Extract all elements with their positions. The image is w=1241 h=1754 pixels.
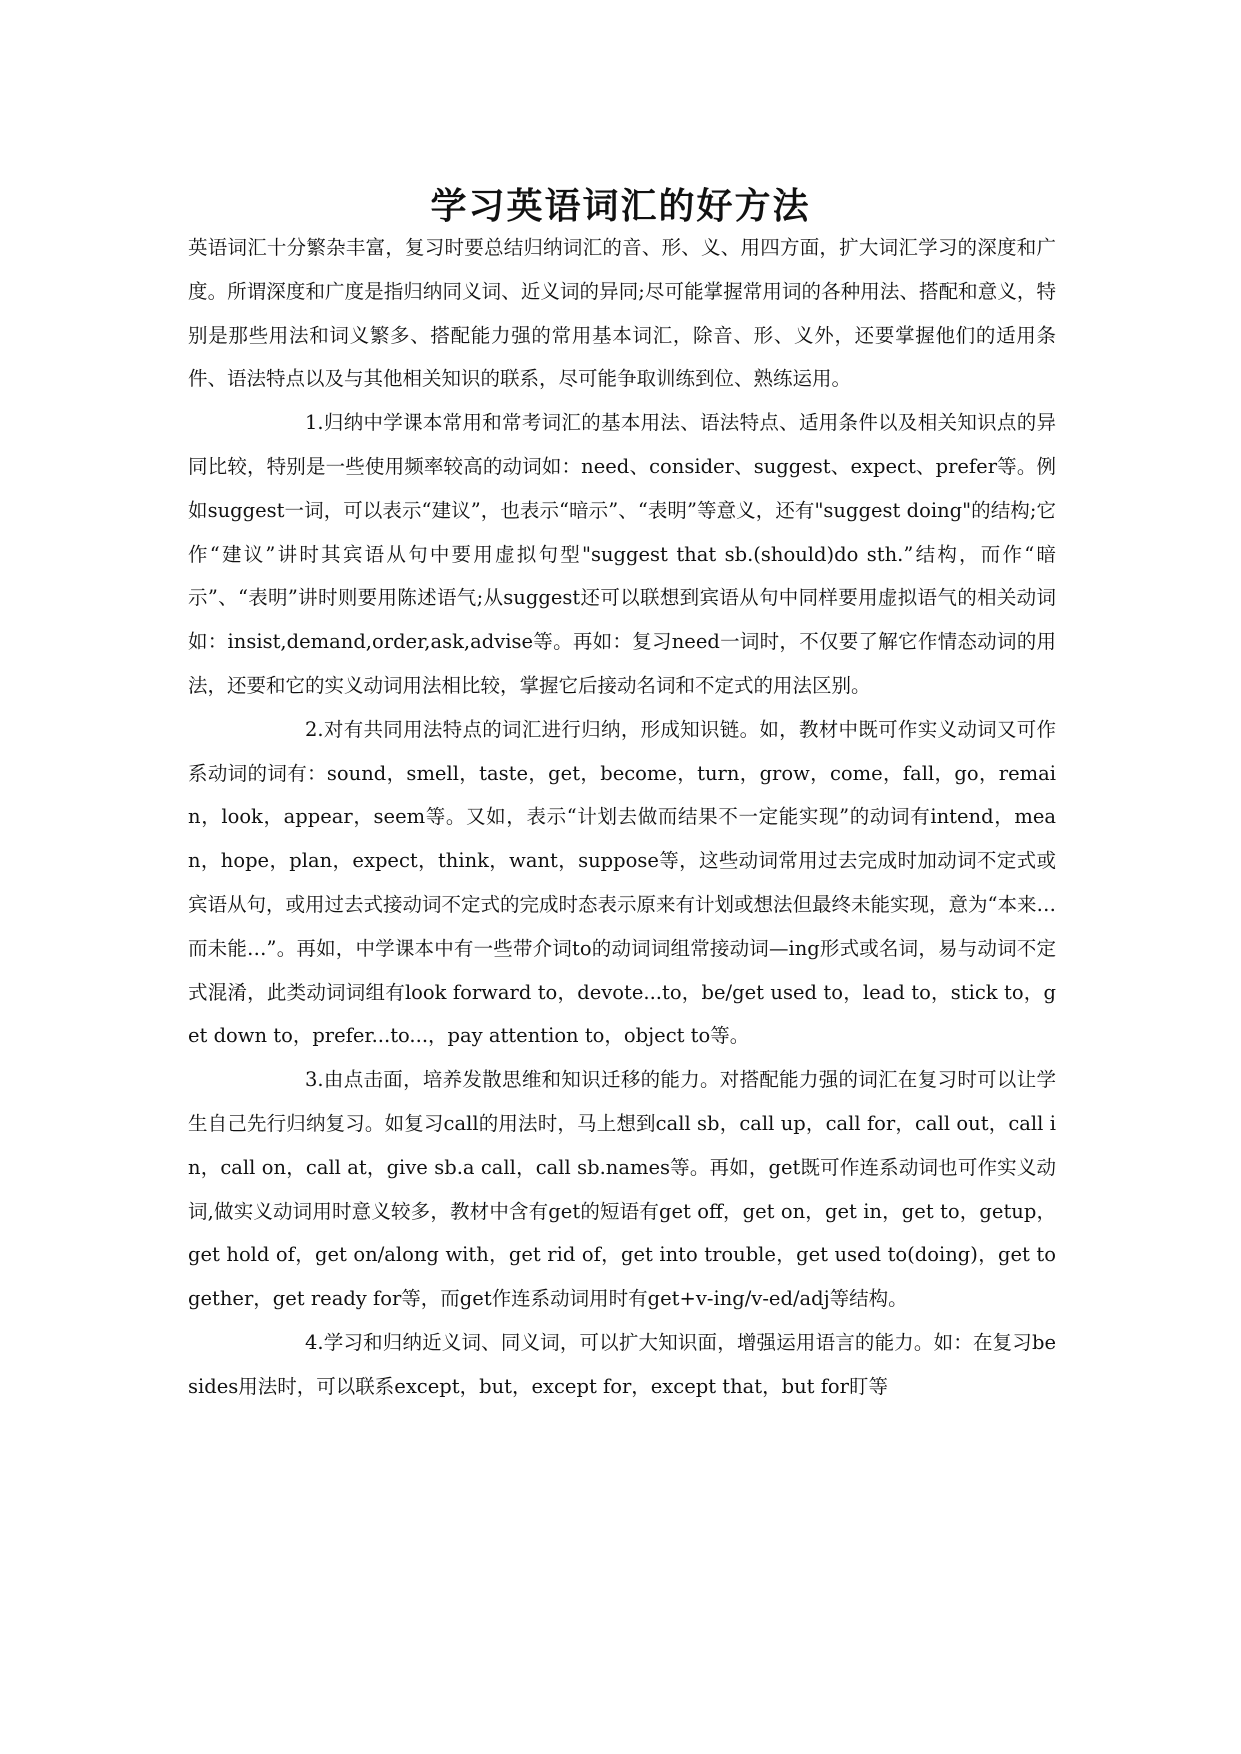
paragraph-point-3: 3.由点击面，培养发散思维和知识迁移的能力。对搭配能力强的词汇在复习时可以让学生自己先行归纳复习。如复习call的用法时，马上想到call sb，call up，call for，call out，call in，call on，call at，give sb.a call，call sb.names等。再如，get既可作连系动词也可作实义动词,做实义动词用时意义较多，教材中含有get的短语有get off，get on，get in，get to，getup，get hold of，get on/along with，get rid of，get into trouble，get used to(doing)，get together，get ready for等，而get作连系动词用时有get+v-ing/v-ed/adj等结构。 <box>188 1068 1056 1311</box>
paragraph-point-1: 1.归纳中学课本常用和常考词汇的基本用法、语法特点、适用条件以及相关知识点的异同比较，特别是一些使用频率较高的动词如：need、consider、suggest、expect、prefer等。例如suggest一词，可以表示“建议”，也表示“暗示”、“表明”等意义，还有"suggest doing"的结构;它作“建议”讲时其宾语从句中要用虚拟句型"suggest that sb.(should)do sth.”结构，而作“暗示”、“表明”讲时则要用陈述语气;从suggest还可以联想到宾语从句中同样要用虚拟语气的相关动词如：insist,demand,order,ask,advise等。再如：复习need一词时，不仅要了解它作情态动词的用法，还要和它的实义动词用法相比较，掌握它后接动名词和不定式的用法区别。 <box>188 411 1056 697</box>
paragraph-point-2: 2.对有共同用法特点的词汇进行归纳，形成知识链。如，教材中既可作实义动词又可作系动词的词有：sound，smell，taste，get，become，turn，grow，come，fall，go，remain，look，appear，seem等。又如，表示“计划去做而结果不一定能实现”的动词有intend，mean，hope，plan，expect，think，want，suppose等，这些动词常用过去完成时加动词不定式或宾语从句，或用过去式接动词不定式的完成时态表示原来有计划或想法但最终未能实现，意为“本来…而未能…”。再如，中学课本中有一些带介词to的动词词组常接动词—ing形式或名词，易与动词不定式混淆，此类动词词组有look forward to，devote...to，be/get used to，lead to，stick to，get down to，prefer...to...，pay attention to，object to等。 <box>188 717 1056 1048</box>
document-body <box>188 226 1056 1409</box>
paragraph-point-4: 4.学习和归纳近义词、同义词，可以扩大知识面，增强运用语言的能力。如：在复习besides用法时，可以联系except，but，except for，except that，but for盯等 <box>188 1330 1056 1398</box>
paragraph-intro: 英语词汇十分繁杂丰富，复习时要总结归纳词汇的音、形、义、用四方面，扩大词汇学习的深度和广度。所谓深度和广度是指归纳同义词、近义词的异同;尽可能掌握常用词的各种用法、搭配和意义，特别是那些用法和词义繁多、搭配能力强的常用基本词汇，除音、形、义外，还要掌握他们的适用条件、语法特点以及与其他相关知识的联系，尽可能争取训练到位、熟练运用。 <box>188 236 1056 391</box>
document-title: 学习英语词汇的好方法 <box>430 185 811 228</box>
